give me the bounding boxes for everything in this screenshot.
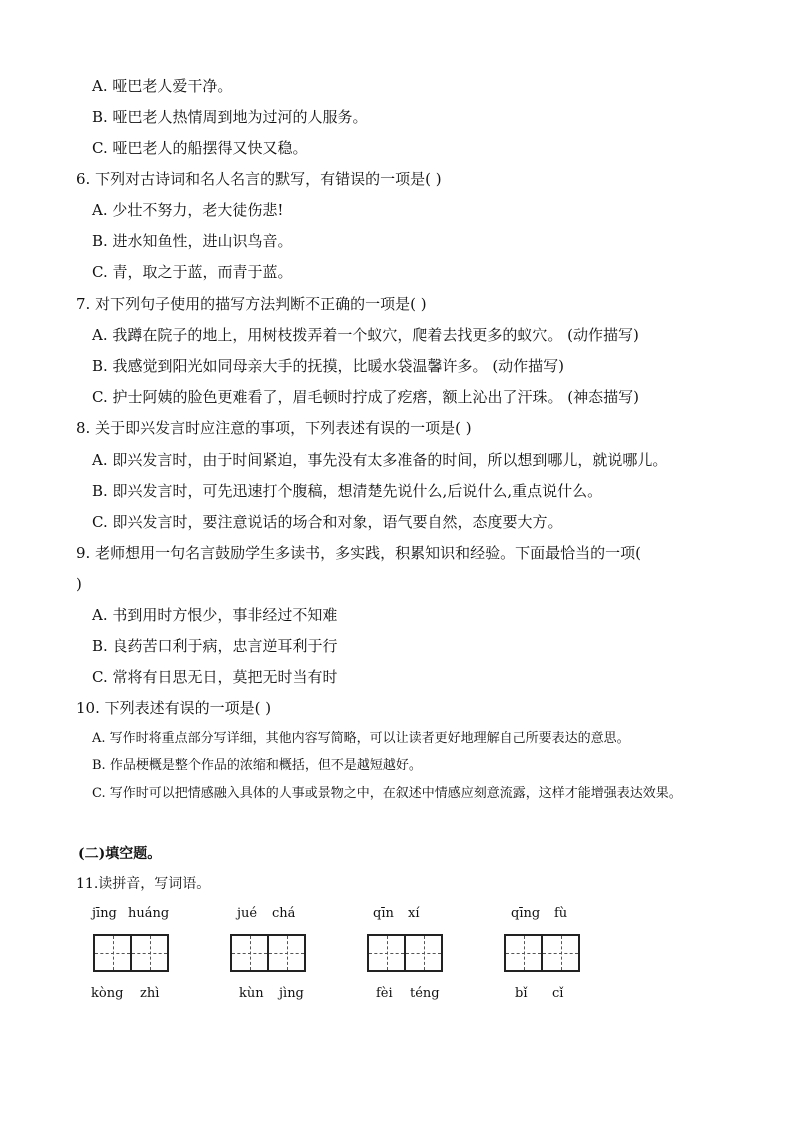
pinyin: xí: [408, 906, 420, 921]
q8-option-b: B. 即兴发言时，可先迅速打个腹稿，想清楚先说什么,后说什么,重点说什么。: [92, 482, 603, 500]
q10-option-c: C. 写作时可以把情感融入具体的人事或景物之中，在叙述中情感应刻意流露，这样才能增强表达效果。: [92, 786, 682, 801]
q9-option-b: B. 良药苦口利于病，忠言逆耳利于行: [92, 637, 338, 655]
pinyin: zhì: [140, 986, 160, 1001]
q10-stem: 10. 下列表述有误的一项是( ): [76, 699, 272, 717]
q8-option-c: C. 即兴发言时，要注意说话的场合和对象，语气要自然，态度要大方。: [92, 513, 563, 531]
q11-stem: 11.读拼音，写词语。: [76, 876, 211, 892]
q9-stem-continued: ): [76, 575, 82, 593]
q5-option-c: C. 哑巴老人的船摆得又快又稳。: [92, 139, 308, 157]
q10-option-a: A. 写作时将重点部分写详细，其他内容写简略，可以让读者更好地理解自己所要表达的意思。: [92, 731, 630, 746]
q7-option-a: A. 我蹲在院子的地上，用树枝拨弄着一个蚁穴，爬着去找更多的蚁穴。 (动作描写): [92, 326, 639, 344]
pinyin: chá: [272, 906, 296, 921]
q10-option-b: B. 作品梗概是整个作品的浓缩和概括，但不是越短越好。: [92, 758, 422, 773]
q5-option-a: A. 哑巴老人爱干净。: [92, 77, 233, 95]
q6-option-b: B. 进水知鱼性，进山识鸟音。: [92, 232, 293, 250]
q8-stem: 8. 关于即兴发言时应注意的事项，下列表述有误的一项是( ): [76, 419, 472, 437]
pinyin: fèi: [376, 986, 393, 1001]
q9-stem: 9. 老师想用一句名言鼓励学生多读书，多实践，积累知识和经验。下面最恰当的一项(: [76, 544, 641, 562]
q7-stem: 7. 对下列句子使用的描写方法判断不正确的一项是( ): [76, 295, 427, 313]
section-heading: (二)填空题。: [78, 846, 162, 862]
q6-option-c: C. 青，取之于蓝，而青于蓝。: [92, 263, 293, 281]
pinyin: qīng: [511, 906, 541, 921]
pinyin: jìng: [279, 986, 304, 1001]
q9-option-c: C. 常将有日思无日，莫把无时当有时: [92, 668, 338, 686]
writing-grid[interactable]: [93, 934, 169, 972]
pinyin: jué: [237, 906, 258, 921]
pinyin: kòng: [91, 986, 124, 1001]
q5-option-b: B. 哑巴老人热情周到地为过河的人服务。: [92, 108, 368, 126]
pinyin: bǐ: [515, 986, 528, 1001]
writing-grid[interactable]: [504, 934, 580, 972]
q8-option-a: A. 即兴发言时，由于时间紧迫，事先没有太多准备的时间，所以想到哪儿，就说哪儿。: [92, 451, 668, 469]
pinyin: fù: [554, 906, 568, 921]
pinyin: huáng: [128, 906, 170, 921]
pinyin: jīng: [92, 906, 117, 921]
q7-option-c: C. 护士阿姨的脸色更难看了，眉毛顿时拧成了疙瘩，额上沁出了汗珠。 (神态描写): [92, 388, 639, 406]
pinyin: kùn: [239, 986, 264, 1001]
pinyin: téng: [410, 986, 440, 1001]
q9-option-a: A. 书到用时方恨少，事非经过不知难: [92, 606, 338, 624]
q6-option-a: A. 少壮不努力，老大徒伤悲!: [92, 201, 284, 219]
q6-stem: 6. 下列对古诗词和名人名言的默写，有错误的一项是( ): [76, 170, 442, 188]
q7-option-b: B. 我感觉到阳光如同母亲大手的抚摸，比暖水袋温馨许多。 (动作描写): [92, 357, 565, 375]
writing-grid[interactable]: [367, 934, 443, 972]
pinyin: qīn: [373, 906, 394, 921]
writing-grid[interactable]: [230, 934, 306, 972]
pinyin: cǐ: [552, 986, 564, 1001]
